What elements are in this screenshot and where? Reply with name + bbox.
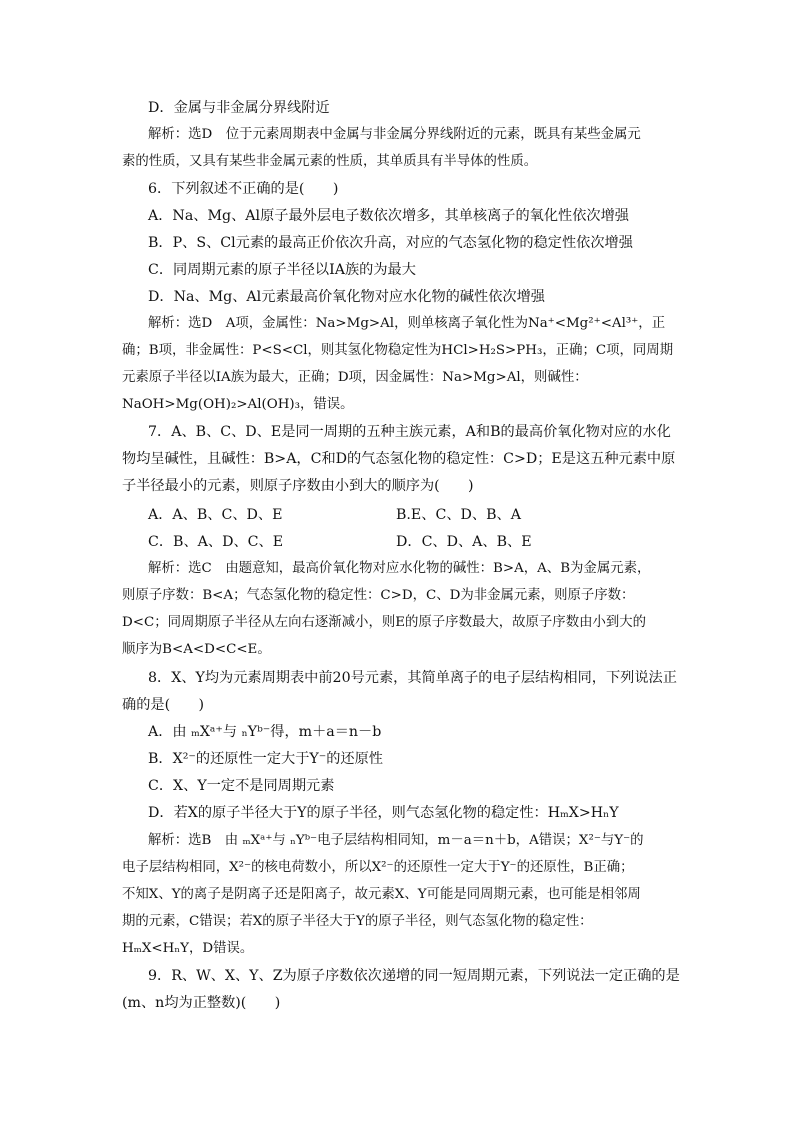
question-8-option-a: A．由 ₘXᵃ⁺与 ₙYᵇ⁻得，m＋a＝n－b bbox=[148, 724, 382, 740]
solution-q6-line3: 元素原子半径以ⅠA族为最大，正确；D项，因金属性：Na>Mg>Al，则碱性： bbox=[122, 370, 588, 385]
question-7-option-d: D．C、D、A、B、E bbox=[396, 534, 532, 550]
question-8-option-b: B．X²⁻的还原性一定大于Y⁻的还原性 bbox=[148, 751, 383, 767]
question-7-stem-line2: 物均呈碱性，且碱性：B>A，C和D的气态氢化物的稳定性：C>D；E是这五种元素中原 bbox=[122, 451, 676, 467]
solution-q6-line2: 确；B项，非金属性：P<S<Cl，则其氢化物稳定性为HCl>H₂S>PH₃，正确；C项，同周期 bbox=[122, 343, 674, 358]
solution-q5-line2: 素的性质，又具有某些非金属元素的性质，其单质具有半导体的性质。 bbox=[122, 154, 538, 169]
solution-q7-line3: D<C；同周期原子半径从左向右逐渐减小，则E的原子序数最大，故原子序数由小到大的 bbox=[122, 615, 647, 630]
question-7-option-a: A．A、B、C、D、E bbox=[148, 507, 283, 523]
solution-q7-line2: 则原子序数：B<A；气态氢化物的稳定性：C>D，C、D为非金属元素，则原子序数： bbox=[122, 588, 635, 603]
solution-q6-line1: 解析：选D A项，金属性：Na>Mg>Al，则单核离子氧化性为Na⁺<Mg²⁺<Al³⁺，正 bbox=[148, 316, 666, 331]
question-6-option-d: D．Na、Mg、Al元素最高价氧化物对应水化物的碱性依次增强 bbox=[148, 289, 545, 305]
question-6-option-b: B．P、S、Cl元素的最高正价依次升高，对应的气态氢化物的稳定性依次增强 bbox=[148, 235, 633, 251]
question-7-stem-line1: 7．A、B、C、D、E是同一周期的五种主族元素，A和B的最高价氧化物对应的水化 bbox=[148, 424, 671, 440]
solution-q5-line1: 解析：选D 位于元素周期表中金属与非金属分界线附近的元素，既具有某些金属元 bbox=[148, 127, 641, 142]
solution-q8-line3: 不知X、Y的离子是阴离子还是阳离子，故元素X、Y可能是同周期元素，也可能是相邻周 bbox=[122, 887, 641, 902]
solution-q8-line1: 解析：选B 由 ₘXᵃ⁺与 ₙYᵇ⁻电子层结构相同知，m－a＝n＋b，A错误；X²⁻与Y⁻的 bbox=[148, 833, 644, 848]
question-8-option-d: D．若X的原子半径大于Y的原子半径，则气态氢化物的稳定性：HₘX>HₙY bbox=[148, 805, 619, 821]
solution-q8-line2: 电子层结构相同，X²⁻的核电荷数小，所以X²⁻的还原性一定大于Y⁻的还原性，B正确； bbox=[122, 860, 634, 875]
question-8-stem-line2: 确的是( ) bbox=[122, 697, 205, 713]
question-7-option-c: C．B、A、D、C、E bbox=[148, 534, 284, 550]
question-6-stem: 6．下列叙述不正确的是( ) bbox=[148, 181, 339, 197]
solution-q7-line1: 解析：选C 由题意知，最高价氧化物对应水化物的碱性：B>A，A、B为金属元素， bbox=[148, 561, 651, 576]
option-d-q5: D．金属与非金属分界线附近 bbox=[148, 100, 330, 116]
question-8-option-c: C．X、Y一定不是同周期元素 bbox=[148, 778, 335, 794]
solution-q8-line5: HₘX<HₙY，D错误。 bbox=[122, 941, 254, 956]
question-9-stem-line1: 9．R、W、X、Y、Z为原子序数依次递增的同一短周期元素，下列说法一定正确的是 bbox=[148, 968, 680, 984]
solution-q8-line4: 期的元素，C错误；若X的原子半径大于Y的原子半径，则气态氢化物的稳定性： bbox=[122, 914, 593, 929]
question-7-option-b: B.E、C、D、B、A bbox=[396, 507, 521, 523]
solution-q7-line4: 顺序为B<A<D<C<E。 bbox=[122, 642, 271, 657]
question-9-stem-line2: (m、n均为正整数)( ) bbox=[122, 995, 281, 1011]
question-6-option-c: C．同周期元素的原子半径以ⅠA族的为最大 bbox=[148, 262, 416, 278]
question-8-stem-line1: 8．X、Y均为元素周期表中前20号元素，其简单离子的电子层结构相同，下列说法正 bbox=[148, 670, 677, 686]
solution-q6-line4: NaOH>Mg(OH)₂>Al(OH)₃，错误。 bbox=[122, 397, 354, 412]
question-6-option-a: A．Na、Mg、Al原子最外层电子数依次增多，其单核离子的氧化性依次增强 bbox=[148, 208, 629, 224]
question-7-stem-line3: 子半径最小的元素，则原子序数由小到大的顺序为( ) bbox=[122, 478, 474, 494]
